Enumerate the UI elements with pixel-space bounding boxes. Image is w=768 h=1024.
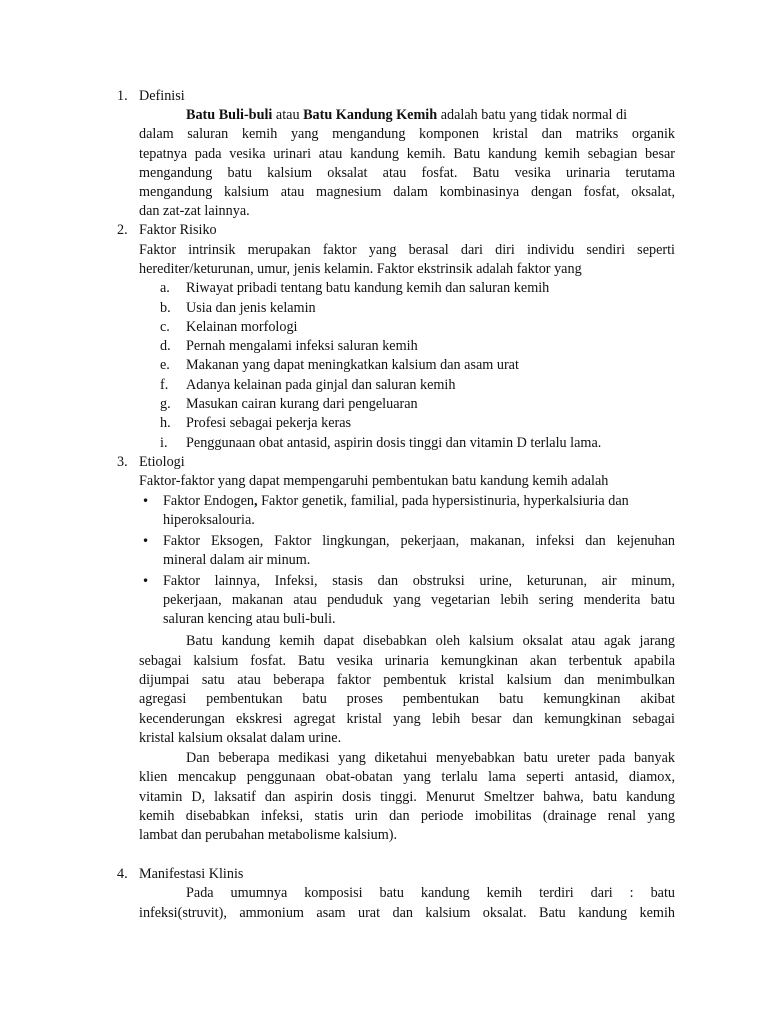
paragraph-2-line-5: lambat dan perubahan metabolisme kalsium). (139, 827, 398, 843)
section-1-line-4: mengandung batu kalsium oksalat atau fosfat. Batu vesika urinaria terutama (139, 165, 675, 181)
bullet-2-line-1: Faktor Eksogen, Faktor lingkungan, pekerjaan, makanan, infeksi dan kejenuhan (163, 533, 675, 549)
bullet-1-line-1 (163, 492, 675, 512)
list-marker: b. (160, 300, 171, 316)
list-marker: e. (160, 357, 170, 373)
section-1-number: 1. (117, 88, 128, 104)
paragraph-2-line-1: Dan beberapa medikasi yang diketahui menyebabkan batu ureter pada banyak (186, 750, 675, 766)
paragraph-1-line-3: dijumpai satu atau beberapa faktor pembentuk kristal kalsium dan menimbulkan (139, 672, 675, 688)
bullet-2-line-2: mineral dalam air minum. (163, 552, 311, 568)
bullet-3-line-2: pekerjaan, makanan atau penduduk yang vegetarian lebih sering menderita batu (163, 592, 675, 608)
bullet-3-line-3: saluran kencing atau buli-buli. (163, 611, 336, 627)
list-item-text: Profesi sebagai pekerja keras (186, 415, 352, 431)
list-marker: a. (160, 280, 170, 296)
section-1-line-2: dalam saluran kemih yang mengandung komponen kristal dan matriks organik (139, 126, 675, 142)
list-marker: f. (160, 377, 169, 393)
section-4-number: 4. (117, 866, 128, 882)
list-marker: h. (160, 415, 171, 431)
section-4-heading: Manifestasi Klinis (139, 866, 244, 882)
faktor-endogen-label: Faktor Endogen (163, 493, 255, 509)
bullet-1-line-2: hiperoksalouria. (163, 512, 255, 528)
list-marker: c. (160, 319, 170, 335)
bullet-marker: • (142, 574, 150, 588)
bold-comma: , (254, 493, 258, 509)
section-2-line-2: herediter/keturunan, umur, jenis kelamin. Faktor ekstrinsik adalah faktor yang (139, 261, 582, 277)
section-4-line-1: Pada umumnya komposisi batu kandung kemih terdiri dari : batu (186, 885, 675, 901)
section-2-number: 2. (117, 222, 128, 238)
section-4-line-2: infeksi(struvit), ammonium asam urat dan kalsium oksalat. Batu kandung kemih (139, 905, 675, 921)
list-item-text: Masukan cairan kurang dari pengeluaran (186, 396, 418, 412)
paragraph-1-line-6: kristal kalsium oksalat dalam urine. (139, 730, 342, 746)
line-text: Faktor genetik, familial, pada hypersistinuria, hyperkalsiuria dan (257, 493, 629, 509)
line-text: adalah batu yang tidak normal di (437, 107, 628, 123)
paragraph-1-line-5: kecenderungan ekskresi agregat kristal yang lebih besar dan kemungkinan sebagai (139, 711, 675, 727)
section-3-number: 3. (117, 454, 128, 470)
bullet-marker: • (142, 534, 150, 548)
section-1-heading: Definisi (139, 88, 185, 104)
list-item-text: Makanan yang dapat meningkatkan kalsium dan asam urat (186, 357, 519, 373)
section-2-line-1: Faktor intrinsik merupakan faktor yang berasal dari diri individu sendiri seperti (139, 242, 675, 258)
paragraph-1-line-2: sebagai kalsium fosfat. Batu vesika urinaria kemungkinan akan terbentuk apabila (139, 653, 675, 669)
list-item-text: Adanya kelainan pada ginjal dan saluran kemih (186, 377, 456, 393)
list-item-text: Pernah mengalami infeksi saluran kemih (186, 338, 418, 354)
list-item-text: Riwayat pribadi tentang batu kandung kemih dan saluran kemih (186, 280, 550, 296)
section-2-heading: Faktor Risiko (139, 222, 217, 238)
paragraph-2-line-3: vitamin D, laksatif dan aspirin dosis tinggi. Menurut Smeltzer bahwa, batu kandung (139, 789, 675, 805)
section-1-line-6: dan zat-zat lainnya. (139, 203, 250, 219)
list-item-text: Penggunaan obat antasid, aspirin dosis tinggi dan vitamin D terlalu lama. (186, 435, 602, 451)
paragraph-1-line-4: agregasi pembentukan batu proses pembentukan batu kemungkinan akibat (139, 691, 675, 707)
section-3-heading: Etiologi (139, 454, 185, 470)
section-1-line-5: mengandung kalsium atau magnesium dalam kombinasinya dengan fosfat, oksalat, (139, 184, 675, 200)
list-marker: d. (160, 338, 171, 354)
list-item-text: Kelainan morfologi (186, 319, 298, 335)
term-batu-buli-buli: Batu Buli-buli (186, 107, 273, 123)
paragraph-2-line-4: kemih disebabkan infeksi, statis urin dan periode imobilitas (drainage renal yang (139, 808, 675, 824)
bullet-marker: • (142, 494, 150, 508)
list-item-text: Usia dan jenis kelamin (186, 300, 316, 316)
bullet-3-line-1: Faktor lainnya, Infeksi, stasis dan obstruksi urine, keturunan, air minum, (163, 573, 675, 589)
paragraph-2-line-2: klien mencakup penggunaan obat-obatan yang terlalu lama seperti antasid, diamox, (139, 769, 675, 785)
section-3-intro: Faktor-faktor yang dapat mempengaruhi pembentukan batu kandung kemih adalah (139, 473, 609, 489)
section-1-line-1 (186, 106, 627, 126)
section-1-line-3: tepatnya pada vesika urinari atau kandung kemih. Batu kandung kemih sebagian besar (139, 146, 675, 162)
list-marker: i. (160, 435, 168, 451)
paragraph-1-line-1: Batu kandung kemih dapat disebabkan oleh kalsium oksalat atau agak jarang (186, 633, 675, 649)
term-batu-kandung-kemih: Batu Kandung Kemih (303, 107, 438, 123)
list-marker: g. (160, 396, 171, 412)
conjunction: atau (272, 107, 304, 123)
